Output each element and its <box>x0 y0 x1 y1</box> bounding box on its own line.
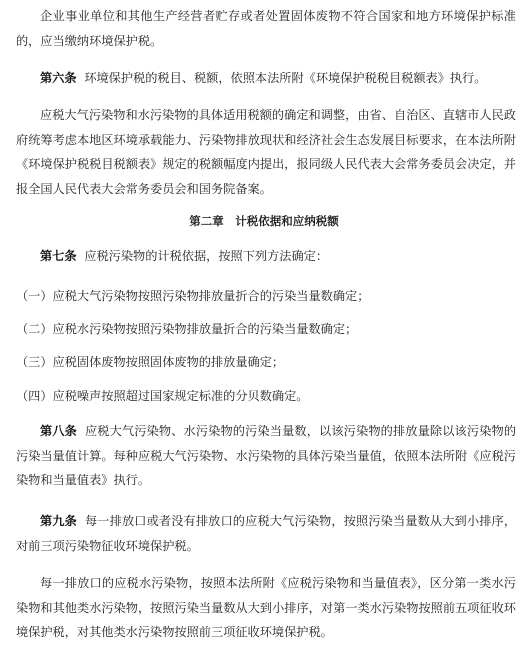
article-7-item-4: （四）应税噪声按照超过国家规定标准的分贝数确定。 <box>16 389 309 403</box>
paragraph-solid-waste <box>16 4 516 53</box>
article-9-text: 每一排放口或者没有排放口的应税大气污染物，按照污染当量数从大到小排序，对前三项污染物征收环境保护税。 <box>16 514 517 553</box>
article-8-label: 第八条 <box>40 424 77 438</box>
article-7-item-2: （二）应税水污染物按照污染物排放量折合的污染当量数确定； <box>16 322 358 336</box>
article-7-item-3: （三）应税固体废物按照固体废物的排放量确定； <box>16 355 285 369</box>
article-9-paragraph-2 <box>16 571 516 645</box>
article-9 <box>16 509 516 558</box>
article-8-text: 应税大气污染物、水污染物的污染当量数，以该污染物的排放量除以该污染物的污染当量值计算。每种应税大气污染物、水污染物的具体污染当量值，依照本法所附《应税污染物和当量值表》执行。 <box>16 424 517 487</box>
article-9-paragraph-2-text: 每一排放口的应税水污染物，按照本法所附《应税污染物和当量值表》，区分第一类水污染物和其他类水污染物，按照污染当量数从大到小排序，对第一类水污染物按照前五项征收环境保护税，对其他类水污染物按照前三项征收环境保护税。 <box>16 576 516 639</box>
article-7-item-1: （一）应税大气污染物按照污染物排放量折合的污染当量数确定； <box>16 289 370 303</box>
chapter-2-heading: 第二章 计税依据和应纳税额 <box>189 214 339 228</box>
article-7-text: 应税污染物的计税依据，按照下列方法确定： <box>84 249 329 263</box>
article-9-label: 第九条 <box>40 514 77 528</box>
article-6 <box>16 66 516 91</box>
article-6-paragraph-2 <box>16 103 516 201</box>
article-6-text: 环境保护税的税目、税额，依照本法所附《环境保护税税目税额表》执行。 <box>84 71 487 85</box>
article-7 <box>16 244 516 269</box>
paragraph-solid-waste-text: 企业事业单位和其他生产经营者贮存或者处置固体废物不符合国家和地方环境保护标准的，应当缴纳环境保护税。 <box>16 9 516 48</box>
article-8 <box>16 419 516 493</box>
article-7-label: 第七条 <box>40 249 77 263</box>
article-6-paragraph-2-text: 应税大气污染物和水污染物的具体适用税额的确定和调整，由省、自治区、直辖市人民政府统筹考虑本地区环境承载能力、污染物排放现状和经济社会生态发展目标要求，在本法所附《环境保护税税目税额表》规定的税额幅度内提出，报同级人民代表大会常务委员会决定，并报全国人民代表大会常务委员会和国务院备案。 <box>16 108 516 196</box>
article-6-label: 第六条 <box>40 71 77 85</box>
